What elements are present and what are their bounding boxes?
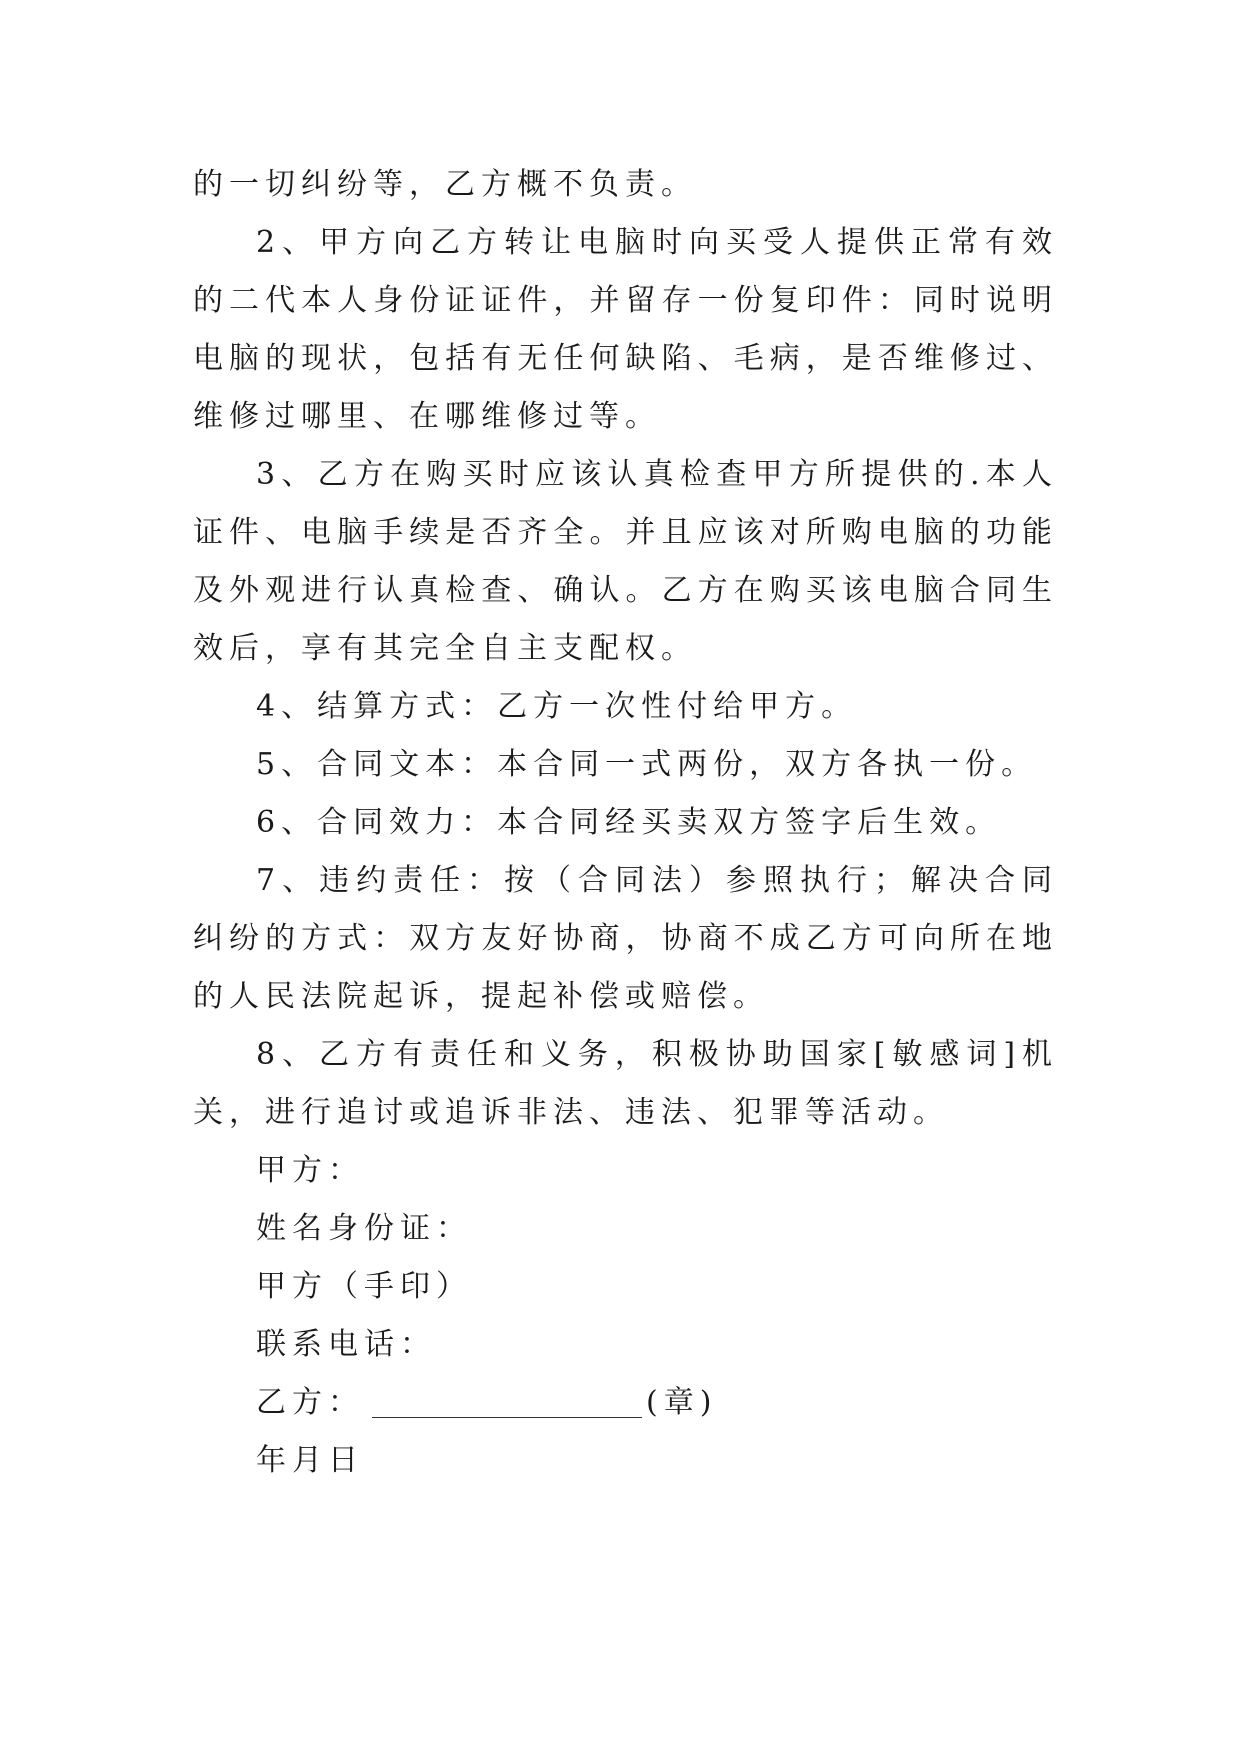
party-a-label: 甲方： (256, 1153, 364, 1188)
party-b-signature-line (372, 1383, 642, 1418)
clause-8: 8、乙方有责任和义务，积极协助国家[敏感词]机关，进行追讨或追诉非法、违法、犯罪等活动。 (193, 1037, 1058, 1130)
party-b-line (256, 1374, 1058, 1432)
paragraph-continuation: 的一切纠纷等，乙方概不负责。 (193, 167, 697, 202)
clause-4: 4、结算方式：乙方一次性付给甲方。 (256, 689, 858, 724)
name-id-label: 姓名身份证： (256, 1211, 472, 1246)
contract-body (193, 156, 1058, 1490)
clause-7: 7、违约责任：按（合同法）参照执行；解决合同纠纷的方式：双方友好协商，协商不成乙方可向所在地的人民法院起诉，提起补偿或赔偿。 (193, 863, 1058, 1014)
party-b-label: 乙方： (256, 1385, 364, 1420)
signature-block (193, 1142, 1058, 1490)
date-label: 年月日 (256, 1443, 364, 1478)
phone-label: 联系电话： (256, 1327, 436, 1362)
clause-5: 5、合同文本：本合同一式两份，双方各执一份。 (256, 747, 1038, 782)
clause-2: 2、甲方向乙方转让电脑时向买受人提供正常有效的二代本人身份证证件，并留存一份复印件：同时说明电脑的现状，包括有无任何缺陷、毛病，是否维修过、维修过哪里、在哪维修过等。 (193, 225, 1058, 434)
clause-6: 6、合同效力：本合同经买卖双方签字后生效。 (256, 805, 1002, 840)
clause-3: 3、乙方在购买时应该认真检查甲方所提供的.本人证件、电脑手续是否齐全。并且应该对所购电脑的功能及外观进行认真检查、确认。乙方在购买该电脑合同生效后，享有其完全自主支配权。 (193, 457, 1058, 666)
party-a-thumbprint-label: 甲方（手印） (256, 1269, 472, 1304)
party-b-seal: (章) (646, 1385, 718, 1420)
